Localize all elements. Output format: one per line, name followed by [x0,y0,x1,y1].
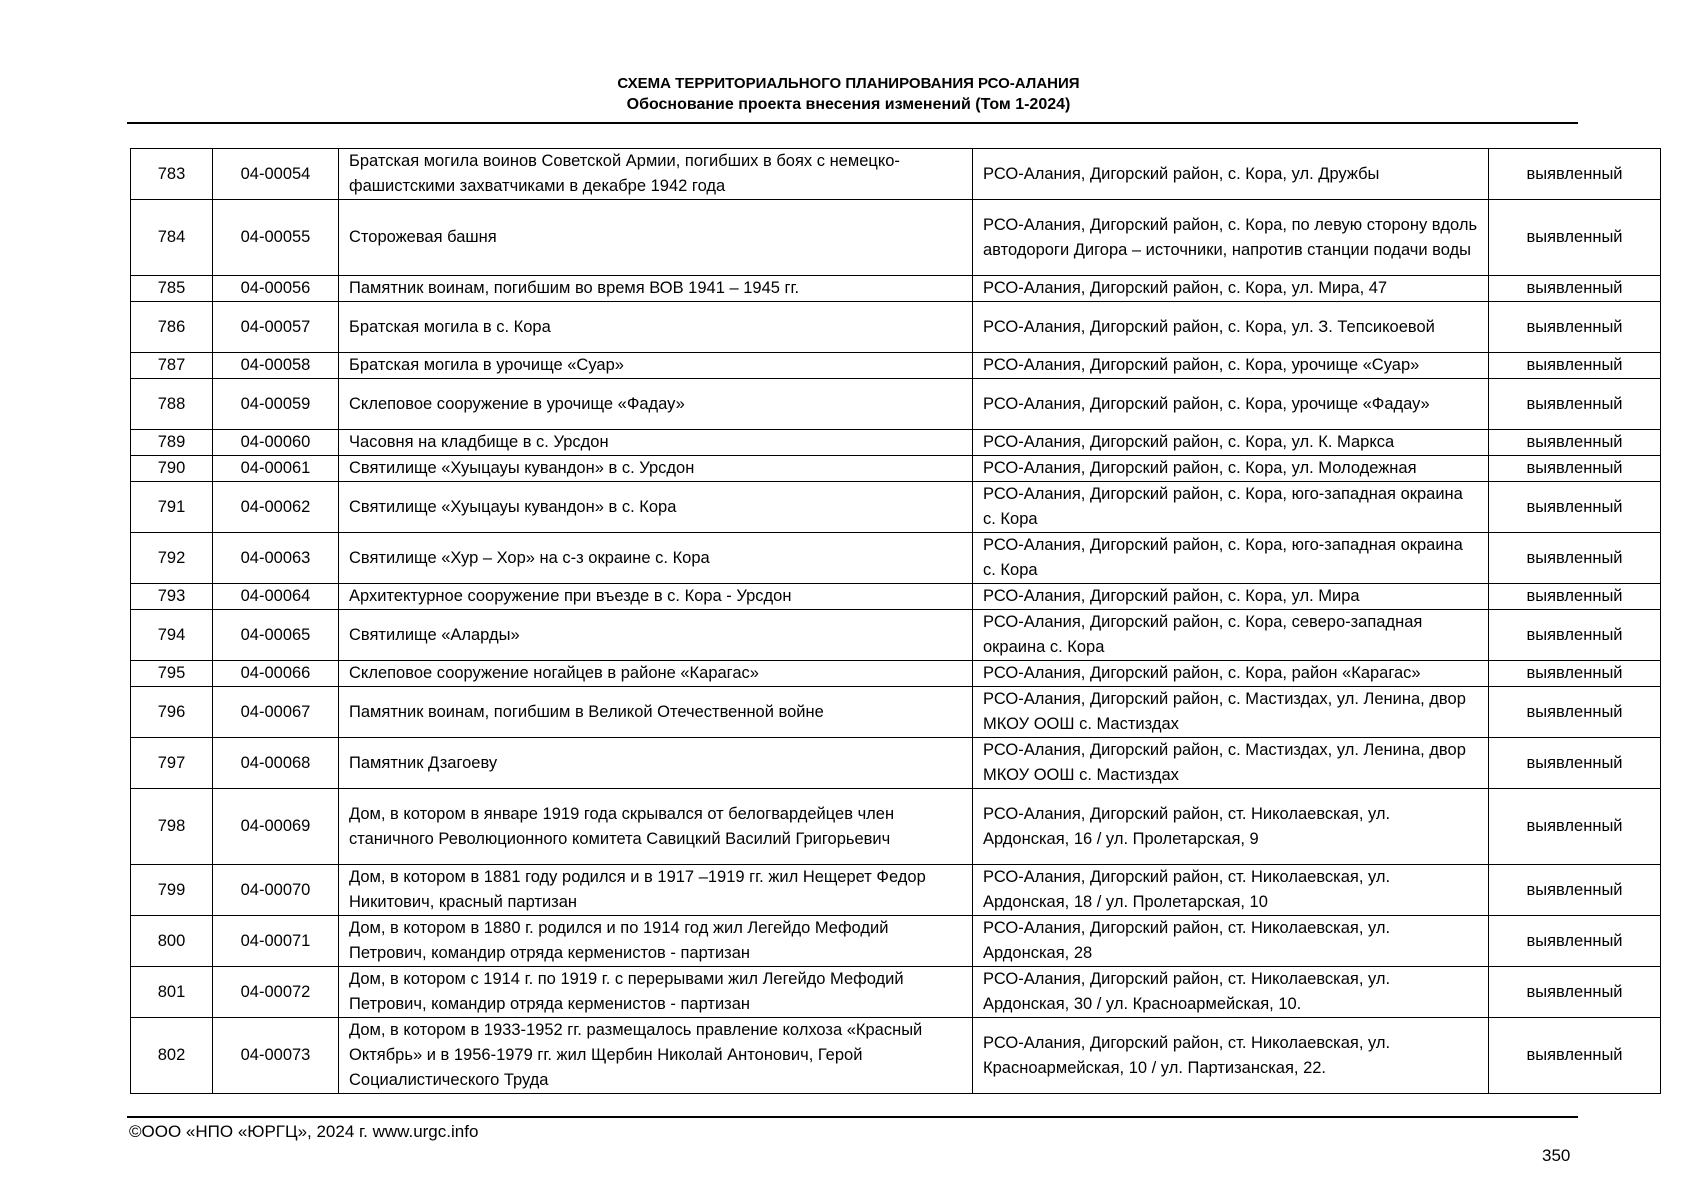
object-name: Дом, в котором в январе 1919 года скрывался от белогвардейцев член станичного Революционного комитета Савицкий Василий Григорьевич [339,789,973,865]
object-address: РСО-Алания, Дигорский район, ст. Николаевская, ул. Ардонская, 28 [973,916,1489,967]
object-address: РСО-Алания, Дигорский район, с. Кора, ул. Мира, 47 [973,276,1489,302]
object-name: Дом, в котором с 1914 г. по 1919 г. с перерывами жил Легейдо Мефодий Петрович, командир отряда керменистов - партизан [339,967,973,1018]
row-number: 784 [131,200,213,276]
object-address: РСО-Алания, Дигорский район, ст. Николаевская, ул. Ардонская, 18 / ул. Пролетарская, 10 [973,865,1489,916]
object-address: РСО-Алания, Дигорский район, с. Кора, ул. З. Тепсикоевой [973,302,1489,353]
object-name: Склеповое сооружение в урочище «Фадау» [339,379,973,430]
object-address: РСО-Алания, Дигорский район, с. Мастиздах, ул. Ленина, двор МКОУ ООШ с. Мастиздах [973,687,1489,738]
registry-code: 04-00073 [213,1018,339,1094]
object-status: выявленный [1489,456,1661,482]
object-name: Памятник Дзагоеву [339,738,973,789]
object-name: Братская могила в с. Кора [339,302,973,353]
table-row [131,789,1661,865]
registry-code: 04-00058 [213,353,339,379]
object-status: выявленный [1489,610,1661,661]
object-name: Дом, в котором в 1933-1952 гг. размещалось правление колхоза «Красный Октябрь» и в 1956-1979 гг. жил Щербин Николай Антонович, Герой Социалистического Труда [339,1018,973,1094]
document-subtitle: Обоснование проекта внесения изменений (Том 1-2024) [626,96,1071,113]
header-rule [127,122,1578,124]
footer-rule [127,1116,1578,1118]
table-row [131,482,1661,533]
object-status: выявленный [1489,149,1661,200]
registry-code: 04-00068 [213,738,339,789]
object-address: РСО-Алания, Дигорский район, с. Кора, урочище «Суар» [973,353,1489,379]
row-number: 793 [131,584,213,610]
table-row [131,865,1661,916]
row-number: 795 [131,661,213,687]
object-status: выявленный [1489,738,1661,789]
row-number: 787 [131,353,213,379]
table-row [131,584,1661,610]
registry-code: 04-00062 [213,482,339,533]
table-row [131,149,1661,200]
row-number: 786 [131,302,213,353]
object-status: выявленный [1489,533,1661,584]
registry-code: 04-00072 [213,967,339,1018]
object-status: выявленный [1489,789,1661,865]
object-status: выявленный [1489,302,1661,353]
table-row [131,738,1661,789]
document-header [0,74,1697,116]
table-row [131,430,1661,456]
table-row [131,379,1661,430]
object-address: РСО-Алания, Дигорский район, с. Мастиздах, ул. Ленина, двор МКОУ ООШ с. Мастиздах [973,738,1489,789]
registry-code: 04-00066 [213,661,339,687]
footer-copyright: ©ООО «НПО «ЮРГЦ», 2024 г. www.urgc.info [129,1122,479,1141]
object-address: РСО-Алания, Дигорский район, с. Кора, по левую сторону вдоль автодороги Дигора – источники, напротив станции подачи воды [973,200,1489,276]
registry-code: 04-00064 [213,584,339,610]
table-row [131,200,1661,276]
table-row [131,353,1661,379]
row-number: 788 [131,379,213,430]
row-number: 800 [131,916,213,967]
object-name: Памятник воинам, погибшим в Великой Отечественной войне [339,687,973,738]
object-address: РСО-Алания, Дигорский район, ст. Николаевская, ул. Красноармейская, 10 / ул. Партизанская, 22. [973,1018,1489,1094]
object-address: РСО-Алания, Дигорский район, с. Кора, юго-западная окраина с. Кора [973,533,1489,584]
object-address: РСО-Алания, Дигорский район, с. Кора, район «Карагас» [973,661,1489,687]
object-status: выявленный [1489,967,1661,1018]
object-address: РСО-Алания, Дигорский район, ст. Николаевская, ул. Ардонская, 30 / ул. Красноармейская, 10. [973,967,1489,1018]
row-number: 797 [131,738,213,789]
row-number: 792 [131,533,213,584]
table-row [131,302,1661,353]
row-number: 802 [131,1018,213,1094]
table-row [131,687,1661,738]
object-status: выявленный [1489,916,1661,967]
register-table-body [131,149,1661,1094]
table-row [131,967,1661,1018]
row-number: 789 [131,430,213,456]
document-title: СХЕМА ТЕРРИТОРИАЛЬНОГО ПЛАНИРОВАНИЯ РСО-АЛАНИЯ [617,75,1080,92]
registry-code: 04-00057 [213,302,339,353]
object-status: выявленный [1489,200,1661,276]
object-name: Архитектурное сооружение при въезде в с. Кора - Урсдон [339,584,973,610]
registry-code: 04-00069 [213,789,339,865]
object-name: Склеповое сооружение ногайцев в районе «Карагас» [339,661,973,687]
row-number: 799 [131,865,213,916]
object-name: Памятник воинам, погибшим во время ВОВ 1941 – 1945 гг. [339,276,973,302]
registry-code: 04-00067 [213,687,339,738]
registry-code: 04-00071 [213,916,339,967]
registry-code: 04-00070 [213,865,339,916]
object-name: Дом, в котором в 1881 году родился и в 1917 –1919 гг. жил Нещерет Федор Никитович, красный партизан [339,865,973,916]
table-row [131,456,1661,482]
object-name: Дом, в котором в 1880 г. родился и по 1914 год жил Легейдо Мефодий Петрович, командир отряда керменистов - партизан [339,916,973,967]
table-row [131,610,1661,661]
registry-code: 04-00054 [213,149,339,200]
object-address: РСО-Алания, Дигорский район, ст. Николаевская, ул. Ардонская, 16 / ул. Пролетарская, 9 [973,789,1489,865]
object-address: РСО-Алания, Дигорский район, с. Кора, ул. Дружбы [973,149,1489,200]
object-address: РСО-Алания, Дигорский район, с. Кора, ул. Мира [973,584,1489,610]
object-name: Братская могила воинов Советской Армии, погибших в боях с немецко-фашистскими захватчиками в декабре 1942 года [339,149,973,200]
table-row [131,661,1661,687]
object-status: выявленный [1489,276,1661,302]
object-name: Святилище «Хуыцауы кувандон» в с. Урсдон [339,456,973,482]
object-status: выявленный [1489,584,1661,610]
row-number: 790 [131,456,213,482]
table-row [131,916,1661,967]
registry-code: 04-00061 [213,456,339,482]
object-status: выявленный [1489,379,1661,430]
row-number: 798 [131,789,213,865]
registry-code: 04-00055 [213,200,339,276]
registry-code: 04-00056 [213,276,339,302]
row-number: 785 [131,276,213,302]
registry-code: 04-00065 [213,610,339,661]
object-name: Братская могила в урочище «Суар» [339,353,973,379]
object-name: Святилище «Аларды» [339,610,973,661]
object-status: выявленный [1489,865,1661,916]
table-row [131,276,1661,302]
object-status: выявленный [1489,687,1661,738]
object-status: выявленный [1489,661,1661,687]
table-row [131,533,1661,584]
row-number: 796 [131,687,213,738]
object-status: выявленный [1489,482,1661,533]
object-status: выявленный [1489,353,1661,379]
object-address: РСО-Алания, Дигорский район, с. Кора, ул. Молодежная [973,456,1489,482]
table-row [131,1018,1661,1094]
registry-code: 04-00060 [213,430,339,456]
registry-code: 04-00063 [213,533,339,584]
object-address: РСО-Алания, Дигорский район, с. Кора, ул. К. Маркса [973,430,1489,456]
object-name: Святилище «Хур – Хор» на с-з окраине с. Кора [339,533,973,584]
row-number: 791 [131,482,213,533]
row-number: 783 [131,149,213,200]
object-address: РСО-Алания, Дигорский район, с. Кора, северо-западная окраина с. Кора [973,610,1489,661]
row-number: 801 [131,967,213,1018]
object-status: выявленный [1489,430,1661,456]
object-address: РСО-Алания, Дигорский район, с. Кора, юго-западная окраина с. Кора [973,482,1489,533]
object-status: выявленный [1489,1018,1661,1094]
registry-code: 04-00059 [213,379,339,430]
object-address: РСО-Алания, Дигорский район, с. Кора, урочище «Фадау» [973,379,1489,430]
row-number: 794 [131,610,213,661]
object-name: Сторожевая башня [339,200,973,276]
object-name: Часовня на кладбище в с. Урсдон [339,430,973,456]
object-name: Святилище «Хуыцауы кувандон» в с. Кора [339,482,973,533]
page-number: 350 [1542,1146,1571,1165]
heritage-register-table [130,148,1661,1094]
